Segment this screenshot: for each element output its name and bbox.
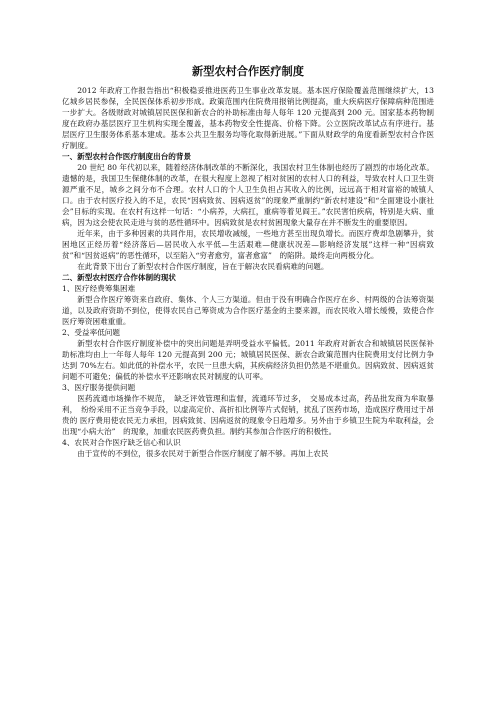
section-heading-background: 一、新型农村合作医疗制度出台的背景 — [62, 152, 192, 161]
background-paragraph-2: 近年来，由于多种因素的共同作用，农民增收减缓，一些地方甚至出现负增长。而医疗费却急剧攀升，贫困地区正经历着“经济落后—居民收入水平低—生活艰难—健康状况差—影响经济发展”这样一种“因病致贫”和“因贫返病”的恶性循环，以至陷入“穷者愈穷，富者愈富” 的陷阱。最终走向两极分化。 — [62, 229, 434, 260]
item-heading-funding: 1、医疗经费筹集困难 — [62, 284, 136, 293]
item-body-confidence: 由于宣传的不到位，很多农民对于新型合作医疗制度了解不够。再加上农民 — [77, 449, 329, 458]
item-heading-benefit-rate: 2、受益率低问题 — [62, 328, 120, 337]
intro-paragraph: 2012 年政府工作报告指出“积极稳妥推进医药卫生事业改革发展。基本医疗保险覆盖范围继续扩大，13 亿城乡居民参保，全民医保体系初步形成。政策范围内住院费用报销比例提高，重大疾病医疗保障病种范围进一步扩大。各级财政对城镇居民医保和新农合的补助标准由每人每年 120 元提高到 200 元。国家基本药物制度在政府办基层医疗卫生机构实现全覆盖，基本药物安全性提高、价格下降。公立医院改革试点有序进行。基层医疗卫生服务体系基本建成。基本公共卫生服务均等化取得新进展。”下面从财政学的角度看新型农村合作医疗制度。 — [62, 86, 434, 150]
item-body-service: 医药流通市场操作不规范， 缺乏评效管理和监督，流通环节过多， 交易成本过高，药品批发商为牟取暴利， 纷纷采用不正当竞争手段，以虚高定价、高折扣比例等片式促销，扰乱了医药市场，造成医疗费用过于昂贵的 医疗费用使农民无力承担，因病致贫、因病返贫的现象令日趋增多。另外由于乡镇卫生院为牟取利益，会出现“小病大治” 的现象，加重农民医药费负担。制约其参加合作医疗的积极性。 — [62, 394, 434, 436]
item-body-funding: 新型合作医疗筹资来自政府、集体、个人三方渠道。但由于没有明确合作医疗在乡、村两级的合法筹资渠道，以及政府资助不到位，使得农民自己筹资成为合作医疗基金的主要来源，而农民收入增长缓慢，致使合作医疗筹资困难重重。 — [62, 295, 434, 326]
section-heading-status: 二、新型农村医疗合作体制的现状 — [62, 273, 176, 282]
item-heading-confidence: 4、农民对合作医疗缺乏信心和认识 — [62, 438, 181, 447]
background-paragraph-1: 20 世纪 80 年代初以来，随着经济体制改革的不断深化，我国农村卫生体制也经历了剧烈的市场化改革。遗憾的是，我国卫生保健体制的改革，在很大程度上忽视了相对贫困的农村人口的利益，导致农村人口卫生资源严重不足，城乡之间分布不合理。农村人口的个人卫生负担占其收入的比例，远远高于相对富裕的城镇人口。由于农村医疗投入的不足，农民“因病致贫、因病返贫”的现象严重制约“新农村建设”和“全面建设小康社会”目标的实现。在农村有这样一句话：“小病养，大病扛，重病等着见阎王。”农民害怕疾病，特别是大病、重病，因为这会使农民走进与贫的恶性循环中。因病致贫是农村贫困现象大量存在并不断发生的重要原因。 — [62, 163, 434, 227]
background-paragraph-3: 在此背景下出台了新型农村合作医疗制度，旨在于解决农民看病难的问题。 — [77, 262, 329, 271]
document-title: 新型农村合作医疗制度 — [192, 65, 304, 78]
document-page — [62, 64, 434, 459]
item-body-benefit-rate: 新型农村合作医疗制度补偿中的突出问题是弄明受益水平偏低。2011 年政府对新农合和城镇居民医保补助标准均由上一年每人每年 120 元提高到 200 元；城镇居民医保、新农合政策范围内住院费用支付比例力争达到 70%左右。如此低的补偿水平，农民一旦患大病，其疾病经济负担仍然是不堪重负。因病致贫、因病返贫问题不可避免；偏低的补偿水平还影响农民对制度的认可率。 — [62, 339, 434, 381]
item-heading-service: 3、医疗服务提供问题 — [62, 383, 136, 392]
